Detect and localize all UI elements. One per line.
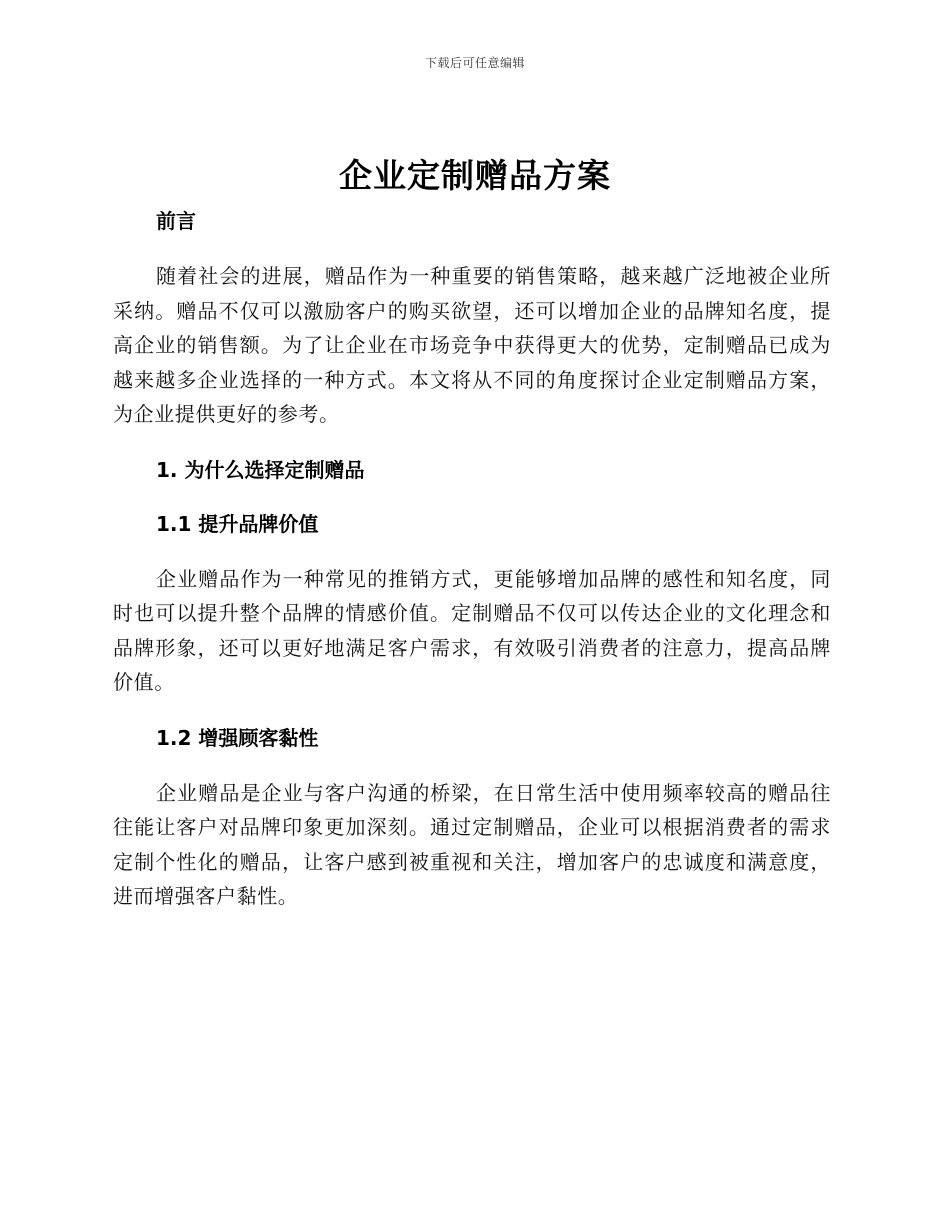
document-title: 企业定制赠品方案 — [339, 156, 611, 195]
header-note: 下载后可任意编辑 — [424, 56, 525, 70]
section-1-2-paragraph: 企业赠品是企业与客户沟通的桥梁，在日常生活中使用频率较高的赠品往往能让客户对品牌印象更加深刻。通过定制赠品，企业可以根据消费者的需求定制个性化的赠品，让客户感到被重视和关注，增加客户的忠诚度和满意度，进而增强客户黏性。 — [113, 780, 831, 908]
document-body — [113, 205, 831, 914]
section-1-1-heading: 1.1 提升品牌价值 — [156, 511, 319, 536]
preface-heading: 前言 — [156, 209, 196, 233]
section-1-heading: 1. 为什么选择定制赠品 — [156, 457, 365, 482]
section-1-1-paragraph: 企业赠品作为一种常见的推销方式，更能够增加品牌的感性和知名度，同时也可以提升整个品牌的情感价值。定制赠品不仅可以传达企业的文化理念和品牌形象，还可以更好地满足客户需求，有效吸引消费者的注意力，提高品牌价值。 — [113, 566, 831, 694]
preface-paragraph: 随着社会的进展，赠品作为一种重要的销售策略，越来越广泛地被企业所采纳。赠品不仅可以激励客户的购买欲望，还可以增加企业的品牌知名度，提高企业的销售额。为了让企业在市场竞争中获得更大的优势，定制赠品已成为越来越多企业选择的一种方式。本文将从不同的角度探讨企业定制赠品方案，为企业提供更好的参考。 — [113, 264, 831, 426]
section-1-2-heading: 1.2 增强顾客黏性 — [156, 725, 319, 750]
